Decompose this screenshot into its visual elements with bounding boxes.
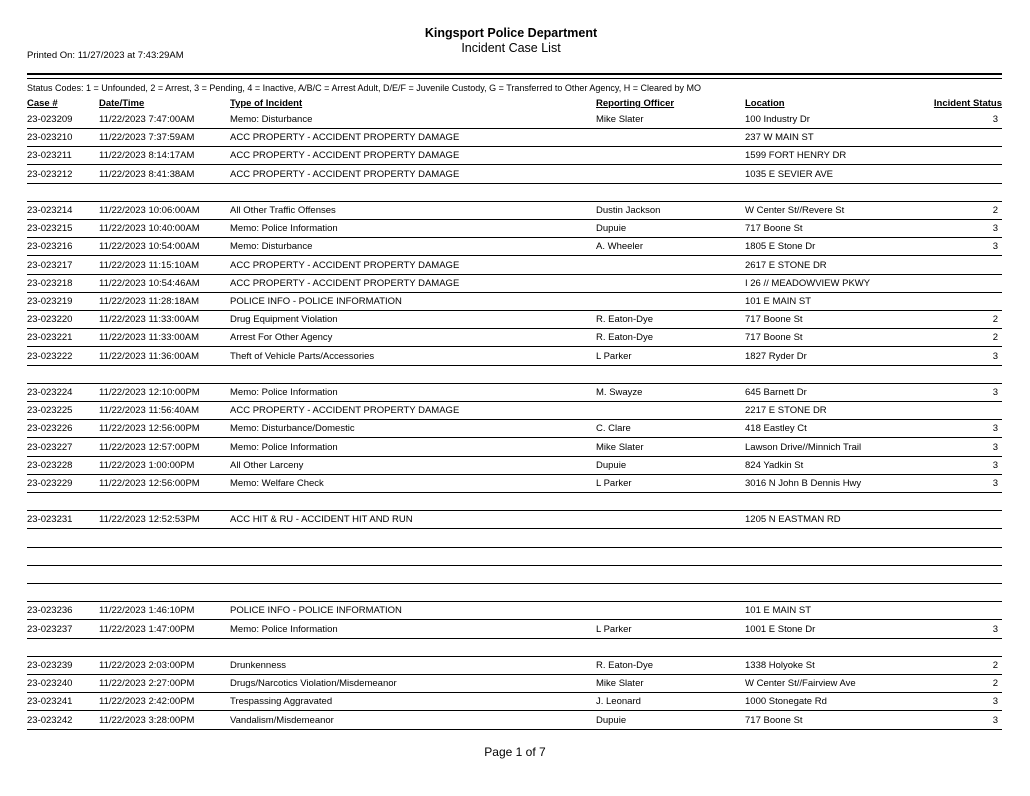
cell-case: 23-023209 bbox=[27, 114, 73, 125]
cell-location: 418 Eastley Ct bbox=[745, 423, 807, 435]
cell-officer: L Parker bbox=[596, 350, 632, 362]
cell-type: Memo: Police Information bbox=[230, 387, 338, 398]
cell-officer: R. Eaton-Dye bbox=[596, 660, 654, 671]
table-row bbox=[27, 621, 1002, 639]
cell-case: 23-023227 bbox=[27, 441, 73, 453]
cell-case: 23-023215 bbox=[27, 223, 73, 235]
table-row bbox=[27, 275, 1002, 293]
cell-location: 645 Barnett Dr bbox=[745, 387, 807, 398]
column-header-status: Incident Status bbox=[933, 98, 1002, 109]
cell-type: Memo: Police Information bbox=[230, 223, 338, 235]
cell-case: 23-023216 bbox=[27, 241, 73, 253]
cell-status: 2 bbox=[992, 205, 998, 216]
cell-type: Drugs/Narcotics Violation/Misdemeanor bbox=[230, 678, 397, 690]
cell-case: 23-023226 bbox=[27, 423, 73, 435]
cell-status: 3 bbox=[992, 223, 998, 235]
cell-date: 11/22/2023 12:56:00PM bbox=[99, 478, 200, 489]
cell-location: 1205 N EASTMAN RD bbox=[745, 514, 841, 526]
cell-status: 3 bbox=[992, 441, 998, 453]
cell-type: Drunkenness bbox=[230, 660, 286, 671]
table-row bbox=[27, 530, 1002, 548]
cell-location: 824 Yadkin St bbox=[745, 459, 804, 471]
cell-type: ACC PROPERTY - ACCIDENT PROPERTY DAMAGE bbox=[230, 405, 460, 417]
table-row bbox=[27, 166, 1002, 184]
cell-date: 11/22/2023 11:15:10AM bbox=[99, 259, 200, 271]
cell-location: 100 Industry Dr bbox=[745, 114, 810, 125]
cell-status: 3 bbox=[992, 459, 998, 471]
report-title: Incident Case List bbox=[461, 41, 561, 55]
cell-date: 11/22/2023 11:36:00AM bbox=[99, 350, 200, 362]
cell-case: 23-023224 bbox=[27, 387, 73, 398]
cell-type: POLICE INFO - POLICE INFORMATION bbox=[230, 296, 402, 307]
cell-officer: A. Wheeler bbox=[596, 241, 643, 253]
cell-date: 11/22/2023 8:14:17AM bbox=[99, 150, 195, 162]
table-row bbox=[27, 257, 1002, 275]
table-row bbox=[27, 457, 1002, 475]
table-row bbox=[27, 420, 1002, 438]
cell-status: 3 bbox=[992, 423, 998, 435]
cell-type: Arrest For Other Agency bbox=[230, 332, 333, 344]
cell-date: 11/22/2023 3:28:00PM bbox=[99, 714, 195, 726]
cell-location: 2217 E STONE DR bbox=[745, 405, 827, 417]
cell-location: 717 Boone St bbox=[745, 223, 803, 235]
cell-officer: J. Leonard bbox=[596, 696, 641, 708]
cell-location: Lawson Drive//Minnich Trail bbox=[745, 441, 862, 453]
table-row bbox=[27, 639, 1002, 657]
table-row bbox=[27, 439, 1002, 457]
cell-date: 11/22/2023 7:37:59AM bbox=[99, 132, 195, 144]
table-row bbox=[27, 329, 1002, 347]
cell-date: 11/22/2023 12:56:00PM bbox=[99, 423, 200, 435]
header-divider-thin bbox=[27, 78, 1002, 79]
cell-location: 1001 E Stone Dr bbox=[745, 623, 816, 635]
cell-date: 11/22/2023 2:27:00PM bbox=[99, 678, 195, 690]
cell-officer: Mike Slater bbox=[596, 114, 644, 125]
cell-type: Trespassing Aggravated bbox=[230, 696, 333, 708]
header-divider bbox=[27, 73, 1002, 75]
cell-status: 2 bbox=[992, 332, 998, 344]
cell-type: ACC PROPERTY - ACCIDENT PROPERTY DAMAGE bbox=[230, 132, 460, 144]
cell-case: 23-023239 bbox=[27, 660, 73, 671]
cell-status: 2 bbox=[992, 678, 998, 690]
cell-type: Memo: Disturbance/Domestic bbox=[230, 423, 355, 435]
cell-date: 11/22/2023 11:56:40AM bbox=[99, 405, 200, 417]
table-row bbox=[27, 693, 1002, 711]
printed-on: Printed On: 11/27/2023 at 7:43:29AM bbox=[27, 50, 184, 61]
cell-location: 1827 Ryder Dr bbox=[745, 350, 807, 362]
cell-type: Drug Equipment Violation bbox=[230, 314, 338, 326]
table-row bbox=[27, 129, 1002, 147]
cell-type: ACC HIT & RU - ACCIDENT HIT AND RUN bbox=[230, 514, 413, 526]
cell-officer: R. Eaton-Dye bbox=[596, 332, 654, 344]
cell-date: 11/22/2023 1:47:00PM bbox=[99, 623, 195, 635]
cell-location: 717 Boone St bbox=[745, 314, 803, 326]
cell-type: Memo: Police Information bbox=[230, 623, 338, 635]
cell-location: 101 E MAIN ST bbox=[745, 605, 811, 617]
column-header-location: Location bbox=[745, 98, 785, 109]
table-row bbox=[27, 602, 1002, 620]
table-row bbox=[27, 584, 1002, 602]
cell-case: 23-023240 bbox=[27, 678, 73, 690]
cell-officer: Dupuie bbox=[596, 223, 627, 235]
cell-date: 11/22/2023 10:54:00AM bbox=[99, 241, 200, 253]
cell-location: 2617 E STONE DR bbox=[745, 259, 827, 271]
cell-type: ACC PROPERTY - ACCIDENT PROPERTY DAMAGE bbox=[230, 150, 460, 162]
cell-type: Memo: Disturbance bbox=[230, 114, 313, 125]
table-row bbox=[27, 111, 1002, 129]
cell-officer: Mike Slater bbox=[596, 678, 644, 690]
cell-type: Vandalism/Misdemeanor bbox=[230, 714, 334, 726]
status-codes-legend: Status Codes: 1 = Unfounded, 2 = Arrest, 3 = Pending, 4 = Inactive, A/B/C = Arrest Adult, D/E/F = Juvenile Custody, G = Transferred to Other Agency, H = Cleared by MO bbox=[27, 83, 702, 93]
cell-date: 11/22/2023 8:41:38AM bbox=[99, 168, 195, 180]
cell-date: 11/22/2023 2:42:00PM bbox=[99, 696, 195, 708]
table-row bbox=[27, 712, 1002, 730]
cell-status: 3 bbox=[992, 350, 998, 362]
cell-case: 23-023219 bbox=[27, 296, 73, 307]
cell-type: Memo: Welfare Check bbox=[230, 478, 324, 489]
cell-case: 23-023242 bbox=[27, 714, 73, 726]
cell-officer: Dupuie bbox=[596, 459, 627, 471]
cell-location: 717 Boone St bbox=[745, 714, 803, 726]
cell-case: 23-023217 bbox=[27, 259, 73, 271]
cell-location: 1338 Holyoke St bbox=[745, 660, 815, 671]
cell-date: 11/22/2023 10:54:46AM bbox=[99, 277, 200, 289]
cell-date: 11/22/2023 12:10:00PM bbox=[99, 387, 200, 398]
cell-case: 23-023220 bbox=[27, 314, 73, 326]
table-row bbox=[27, 548, 1002, 566]
cell-case: 23-023212 bbox=[27, 168, 73, 180]
table-row bbox=[27, 311, 1002, 329]
cell-location: 1599 FORT HENRY DR bbox=[745, 150, 847, 162]
cell-case: 23-023229 bbox=[27, 478, 73, 489]
cell-date: 11/22/2023 12:52:53PM bbox=[99, 514, 200, 526]
cell-officer: Mike Slater bbox=[596, 441, 644, 453]
cell-type: ACC PROPERTY - ACCIDENT PROPERTY DAMAGE bbox=[230, 259, 460, 271]
cell-type: Memo: Disturbance bbox=[230, 241, 313, 253]
cell-type: All Other Larceny bbox=[230, 459, 304, 471]
cell-location: I 26 // MEADOWVIEW PKWY bbox=[745, 277, 871, 289]
table-row bbox=[27, 147, 1002, 165]
column-header-officer: Reporting Officer bbox=[596, 98, 675, 109]
cell-date: 11/22/2023 1:46:10PM bbox=[99, 605, 195, 617]
cell-location: 237 W MAIN ST bbox=[745, 132, 814, 144]
table-row bbox=[27, 657, 1002, 675]
cell-case: 23-023237 bbox=[27, 623, 73, 635]
table-row bbox=[27, 493, 1002, 511]
cell-case: 23-023231 bbox=[27, 514, 73, 526]
department-name: Kingsport Police Department bbox=[424, 26, 598, 40]
cell-date: 11/22/2023 2:03:00PM bbox=[99, 660, 195, 671]
cell-location: 101 E MAIN ST bbox=[745, 296, 811, 307]
cell-status: 3 bbox=[992, 478, 998, 489]
cell-status: 2 bbox=[992, 660, 998, 671]
row-divider bbox=[27, 729, 1002, 730]
cell-case: 23-023228 bbox=[27, 459, 73, 471]
cell-status: 2 bbox=[992, 314, 998, 326]
table-row bbox=[27, 511, 1002, 529]
column-header-date: Date/Time bbox=[99, 98, 145, 109]
cell-case: 23-023225 bbox=[27, 405, 73, 417]
cell-location: W Center St//Fairview Ave bbox=[745, 678, 856, 690]
table-row bbox=[27, 348, 1002, 366]
cell-date: 11/22/2023 7:47:00AM bbox=[99, 114, 195, 125]
table-row bbox=[27, 384, 1002, 402]
cell-type: POLICE INFO - POLICE INFORMATION bbox=[230, 605, 402, 617]
cell-type: ACC PROPERTY - ACCIDENT PROPERTY DAMAGE bbox=[230, 168, 460, 180]
cell-officer: Dupuie bbox=[596, 714, 627, 726]
cell-case: 23-023236 bbox=[27, 605, 73, 617]
table-row bbox=[27, 475, 1002, 493]
cell-case: 23-023241 bbox=[27, 696, 73, 708]
cell-date: 11/22/2023 11:33:00AM bbox=[99, 314, 200, 326]
cell-officer: C. Clare bbox=[596, 423, 631, 435]
cell-date: 11/22/2023 11:33:00AM bbox=[99, 332, 200, 344]
cell-status: 3 bbox=[992, 623, 998, 635]
cell-case: 23-023222 bbox=[27, 350, 73, 362]
cell-type: Theft of Vehicle Parts/Accessories bbox=[230, 350, 375, 362]
table-row bbox=[27, 293, 1002, 311]
cell-type: ACC PROPERTY - ACCIDENT PROPERTY DAMAGE bbox=[230, 277, 460, 289]
cell-status: 3 bbox=[992, 696, 998, 708]
table-row bbox=[27, 366, 1002, 384]
table-row bbox=[27, 202, 1002, 220]
page-number: Page 1 of 7 bbox=[484, 745, 546, 759]
cell-location: 3016 N John B Dennis Hwy bbox=[745, 478, 862, 489]
column-header-type: Type of Incident bbox=[230, 98, 303, 109]
cell-officer: L Parker bbox=[596, 478, 632, 489]
table-row bbox=[27, 402, 1002, 420]
cell-date: 11/22/2023 12:57:00PM bbox=[99, 441, 200, 453]
cell-case: 23-023214 bbox=[27, 205, 73, 216]
table-row bbox=[27, 566, 1002, 584]
cell-status: 3 bbox=[992, 387, 998, 398]
column-header-case: Case # bbox=[27, 98, 58, 109]
table-row bbox=[27, 220, 1002, 238]
cell-date: 11/22/2023 1:00:00PM bbox=[99, 459, 195, 471]
cell-officer: M. Swayze bbox=[596, 387, 643, 398]
table-row bbox=[27, 238, 1002, 256]
table-row bbox=[27, 675, 1002, 693]
cell-case: 23-023210 bbox=[27, 132, 73, 144]
cell-type: Memo: Police Information bbox=[230, 441, 338, 453]
cell-status: 3 bbox=[992, 114, 998, 125]
cell-case: 23-023221 bbox=[27, 332, 73, 344]
cell-status: 3 bbox=[992, 241, 998, 253]
cell-location: W Center St//Revere St bbox=[745, 205, 845, 216]
cell-type: All Other Traffic Offenses bbox=[230, 205, 336, 216]
cell-location: 717 Boone St bbox=[745, 332, 803, 344]
cell-location: 1805 E Stone Dr bbox=[745, 241, 816, 253]
cell-status: 3 bbox=[992, 714, 998, 726]
table-row bbox=[27, 184, 1002, 202]
cell-officer: L Parker bbox=[596, 623, 632, 635]
cell-officer: Dustin Jackson bbox=[596, 205, 661, 216]
cell-officer: R. Eaton-Dye bbox=[596, 314, 654, 326]
cell-case: 23-023211 bbox=[27, 150, 72, 162]
cell-location: 1035 E SEVIER AVE bbox=[745, 168, 834, 180]
cell-date: 11/22/2023 11:28:18AM bbox=[99, 296, 200, 307]
report-header bbox=[0, 26, 1030, 55]
cell-case: 23-023218 bbox=[27, 277, 73, 289]
cell-location: 1000 Stonegate Rd bbox=[745, 696, 827, 708]
cell-date: 11/22/2023 10:40:00AM bbox=[99, 223, 200, 235]
cell-date: 11/22/2023 10:06:00AM bbox=[99, 205, 200, 216]
